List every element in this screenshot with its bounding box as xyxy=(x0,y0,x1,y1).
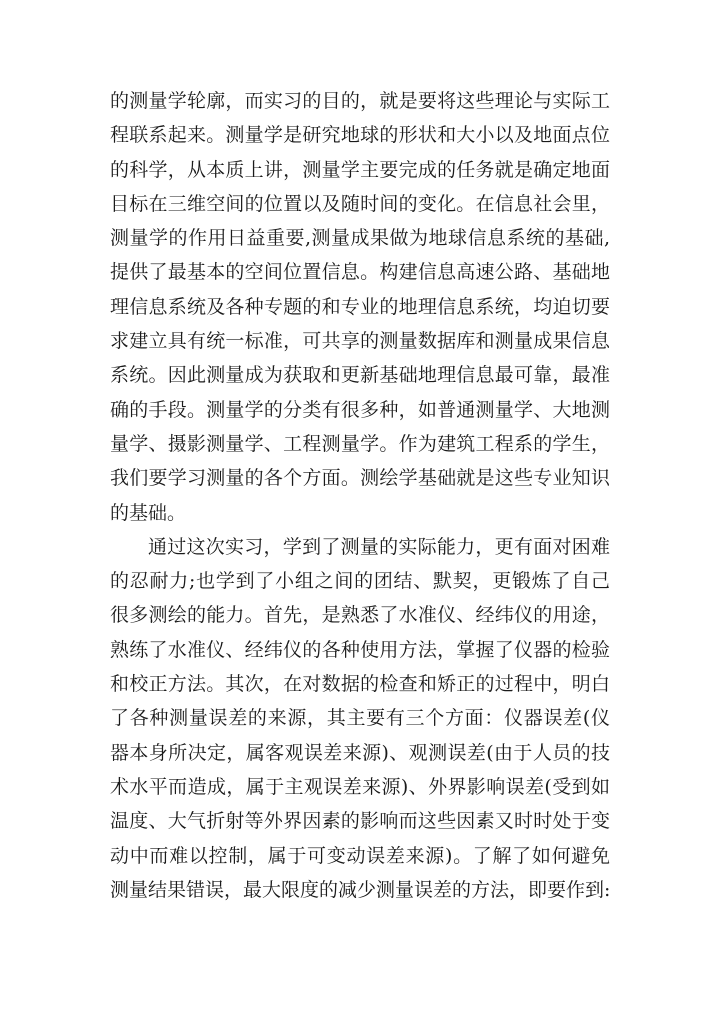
text-line: 确的手段。测量学的分类有很多种，如普通测量学、大地测 xyxy=(110,398,610,421)
text-line: 我们要学习测量的各个方面。测绘学基础就是这些专业知识 xyxy=(110,467,610,490)
text-line: 的科学，从本质上讲，测量学主要完成的任务就是确定地面 xyxy=(110,158,610,181)
text-line: 理信息系统及各种专题的和专业的地理信息系统，均迫切要 xyxy=(110,295,610,318)
text-line: 了各种测量误差的来源，其主要有三个方面：仪器误差(仪 xyxy=(110,707,610,730)
text-line: 的忍耐力;也学到了小组之间的团结、默契，更锻炼了自己 xyxy=(110,570,610,593)
text-line-indented: 通过这次实习，学到了测量的实际能力，更有面对困难 xyxy=(148,535,610,558)
text-line: 熟练了水准仪、经纬仪的各种使用方法，掌握了仪器的检验 xyxy=(110,638,610,661)
text-line: 量学、摄影测量学、工程测量学。作为建筑工程系的学生， xyxy=(110,432,610,455)
text-line: 术水平而造成，属于主观误差来源)、外界影响误差(受到如 xyxy=(110,775,610,798)
text-line: 器本身所决定，属客观误差来源)、观测误差(由于人员的技 xyxy=(110,741,610,764)
text-line: 程联系起来。测量学是研究地球的形状和大小以及地面点位 xyxy=(110,124,610,147)
text-line: 求建立具有统一标准，可共享的测量数据库和测量成果信息 xyxy=(110,330,610,353)
text-line: 很多测绘的能力。首先，是熟悉了水准仪、经纬仪的用途， xyxy=(110,604,610,627)
text-line: 系统。因此测量成为获取和更新基础地理信息最可靠，最准 xyxy=(110,364,610,387)
text-line: 的基础。 xyxy=(110,501,187,524)
text-line: 测量结果错误，最大限度的减少测量误差的方法，即要作到: xyxy=(110,878,611,901)
text-line: 提供了最基本的空间位置信息。构建信息高速公路、基础地 xyxy=(110,261,610,284)
text-line: 和校正方法。其次，在对数据的检查和矫正的过程中，明白 xyxy=(110,673,610,696)
body-text xyxy=(110,84,610,907)
text-line: 温度、大气折射等外界因素的影响而这些因素又时时处于变 xyxy=(110,810,610,833)
text-line: 的测量学轮廓，而实习的目的，就是要将这些理论与实际工 xyxy=(110,90,610,112)
text-line: 动中而难以控制，属于可变动误差来源)。了解了如何避免 xyxy=(110,844,610,867)
text-line: 测量学的作用日益重要,测量成果做为地球信息系统的基础, xyxy=(110,227,610,250)
text-line: 目标在三维空间的位置以及随时间的变化。在信息社会里， xyxy=(110,192,610,215)
